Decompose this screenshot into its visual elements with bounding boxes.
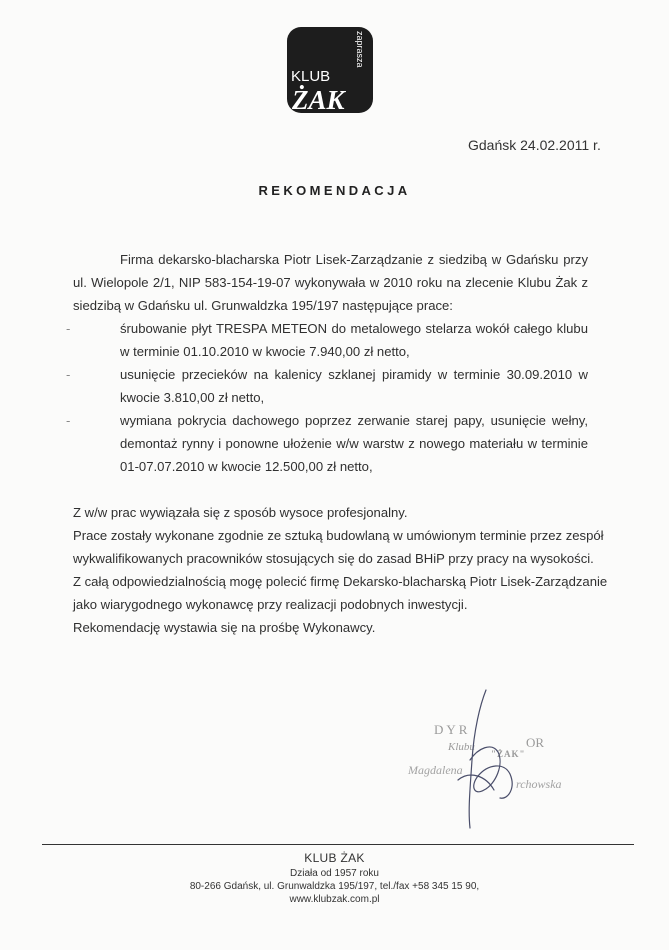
closing-line-1: Z w/w prac wywiązała się z sposób wysoce profesjonalny. xyxy=(73,505,408,520)
list-item xyxy=(66,409,588,478)
list-item-text: śrubowanie płyt TRESPA METEON do metalowego stelarza wokół całego klubu w terminie 01.10.2010 w kwocie 7.940,00 zł netto, xyxy=(120,321,588,359)
document-title: REKOMENDACJA xyxy=(258,183,411,198)
footer-website: www.klubzak.com.pl xyxy=(289,894,380,905)
list-item-text: usunięcie przecieków na kalenicy szklanej piramidy w terminie 30.09.2010 w kwocie 3.810,00 zł netto, xyxy=(120,367,588,405)
dash-bullet: - xyxy=(66,413,71,428)
closing-line-2b: wykwalifikowanych pracowników stosujących się do zasad BHiP przy pracy na wysokości. xyxy=(73,551,594,566)
club-logo-graphic xyxy=(287,27,373,113)
stamp-line-director: DYR xyxy=(434,722,471,737)
intro-text: Firma dekarsko-blacharska Piotr Lisek-Zarządzanie z siedzibą w Gdańsku przy ul. Wielopole 2/1, NIP 583-154-19-07 wykonywała w 2010 roku na zlecenie Klubu Żak z siedzibą w Gdańsku ul. Grunwaldzka 195/197 następujące prace: xyxy=(73,252,588,313)
footer xyxy=(0,850,669,906)
stamp-line-club: Klubu xyxy=(448,741,475,753)
footer-divider xyxy=(42,844,634,845)
stamp-line-director-end: OR xyxy=(526,735,545,750)
dash-bullet: - xyxy=(66,367,71,382)
footer-club-name: KLUB ŻAK xyxy=(304,851,365,865)
dash-bullet: - xyxy=(66,321,71,336)
closing-line-3b: jako wiarygodnego wykonawcę przy realizacji podobnych inwestycji. xyxy=(73,597,468,612)
document-date: Gdańsk 24.02.2011 r. xyxy=(468,137,601,153)
list-item xyxy=(66,317,588,363)
club-logo xyxy=(287,27,373,113)
stamp-line-surname: rchowska xyxy=(516,777,562,791)
closing-line-2a: Prace zostały wykonane zgodnie ze sztuką budowlaną w umówionym terminie przez zespół xyxy=(73,528,604,543)
list-item xyxy=(66,363,588,409)
intro-paragraph xyxy=(73,248,588,317)
footer-address: 80-266 Gdańsk, ul. Grunwaldzka 195/197, tel./fax +58 345 15 90, xyxy=(189,881,480,892)
document-body xyxy=(66,248,608,639)
logo-klub-text: KLUB xyxy=(291,68,331,85)
list-item-text: wymiana pokrycia dachowego poprzez zerwanie starej papy, usunięcie wełny, demontaż rynny i ponowne ułożenie w/w warstw z nowego materiału w terminie 01-07.07.2010 w kwocie 12.500,00 zł netto, xyxy=(120,413,588,474)
logo-side-text: zaprasza xyxy=(355,31,365,68)
logo-zak-text: ŻAK xyxy=(292,85,345,113)
closing-line-4: Rekomendację wystawia się na prośbę Wykonawcy. xyxy=(73,620,376,635)
closing-line-3a: Z całą odpowiedzialnością mogę polecić firmę Dekarsko-blacharską Piotr Lisek-Zarządzanie xyxy=(73,574,608,589)
stamp-line-name: Magdalena xyxy=(408,763,463,777)
footer-since: Działa od 1957 roku xyxy=(290,868,379,879)
stamp-line-zak: "ŻAK" xyxy=(491,749,526,759)
